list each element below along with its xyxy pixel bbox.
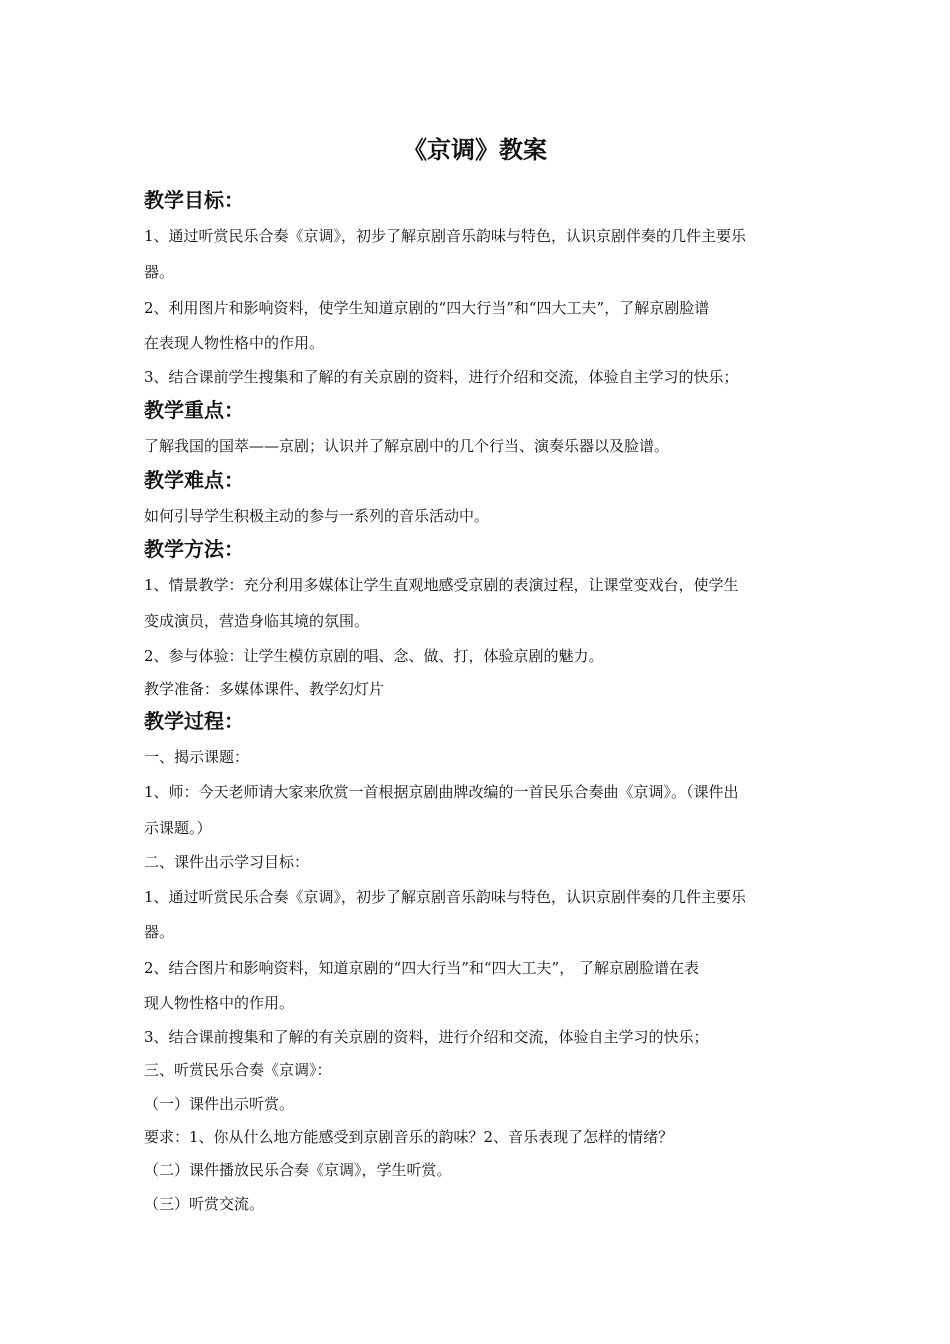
goals-line-3: 2、利用图片和影响资料，使学生知道京剧的“四大行当”和“四大工夫”，了解京剧脸谱 bbox=[144, 299, 710, 317]
process-line-8: 现人物性格中的作用。 bbox=[144, 994, 295, 1012]
methods-line-4: 教学准备：多媒体课件、教学幻灯片 bbox=[144, 680, 385, 698]
process-line-9: 3、结合课前搜集和了解的有关京剧的资料，进行介绍和交流，体验自主学习的快乐； bbox=[144, 1028, 709, 1046]
methods-line-1: 1、情景教学：充分利用多媒体让学生直观地感受京剧的表演过程，让课堂变戏台，使学生 bbox=[144, 576, 739, 594]
process-line-10: 三、听赏民乐合奏《京调》： bbox=[144, 1061, 332, 1079]
goals-line-1: 1、通过听赏民乐合奏《京调》，初步了解京剧音乐韵味与特色，认识京剧伴奏的几件主要乐 bbox=[144, 227, 747, 245]
process-line-1: 一、揭示课题： bbox=[144, 748, 250, 766]
process-line-4: 二、课件出示学习目标： bbox=[144, 853, 310, 871]
methods-line-2: 变成演员，营造身临其境的氛围。 bbox=[144, 612, 370, 630]
document-title: 《京调》教案 bbox=[403, 135, 547, 164]
process-line-14: （三）听赏交流。 bbox=[144, 1195, 265, 1213]
process-line-12: 要求：1、你从什么地方能感受到京剧音乐的韵味？2、音乐表现了怎样的情绪？ bbox=[144, 1128, 674, 1146]
process-line-13: （二）课件播放民乐合奏《京调》，学生听赏。 bbox=[144, 1161, 452, 1179]
key-points-text: 了解我国的国萃——京剧；认识并了解京剧中的几个行当、演奏乐器以及脸谱。 bbox=[144, 437, 670, 455]
methods-line-3: 2、参与体验：让学生模仿京剧的唱、念、做、打，体验京剧的魅力。 bbox=[144, 647, 604, 665]
process-line-2: 1、师：今天老师请大家来欣赏一首根据京剧曲牌改编的一首民乐合奏曲《京调》。（课件出 bbox=[144, 783, 739, 801]
heading-goals: 教学目标： bbox=[144, 188, 244, 212]
process-line-3: 示课题。） bbox=[144, 819, 212, 837]
difficulties-text: 如何引导学生积极主动的参与一系列的音乐活动中。 bbox=[144, 507, 490, 525]
process-line-5: 1、通过听赏民乐合奏《京调》，初步了解京剧音乐韵味与特色，认识京剧伴奏的几件主要乐 bbox=[144, 888, 747, 906]
heading-key-points: 教学重点： bbox=[144, 398, 244, 422]
heading-process: 教学过程： bbox=[144, 709, 244, 733]
goals-line-2: 器。 bbox=[144, 263, 175, 281]
goals-line-5: 3、结合课前学生搜集和了解的有关京剧的资料，进行介绍和交流，体验自主学习的快乐； bbox=[144, 368, 739, 386]
heading-difficulties: 教学难点： bbox=[144, 468, 244, 492]
process-line-11: （一）课件出示听赏。 bbox=[144, 1095, 295, 1113]
process-line-7: 2、结合图片和影响资料，知道京剧的“四大行当”和“四大工夫”， 了解京剧脸谱在表 bbox=[144, 959, 699, 977]
process-line-6: 器。 bbox=[144, 923, 175, 941]
heading-methods: 教学方法： bbox=[144, 537, 244, 561]
goals-line-4: 在表现人物性格中的作用。 bbox=[144, 334, 325, 352]
